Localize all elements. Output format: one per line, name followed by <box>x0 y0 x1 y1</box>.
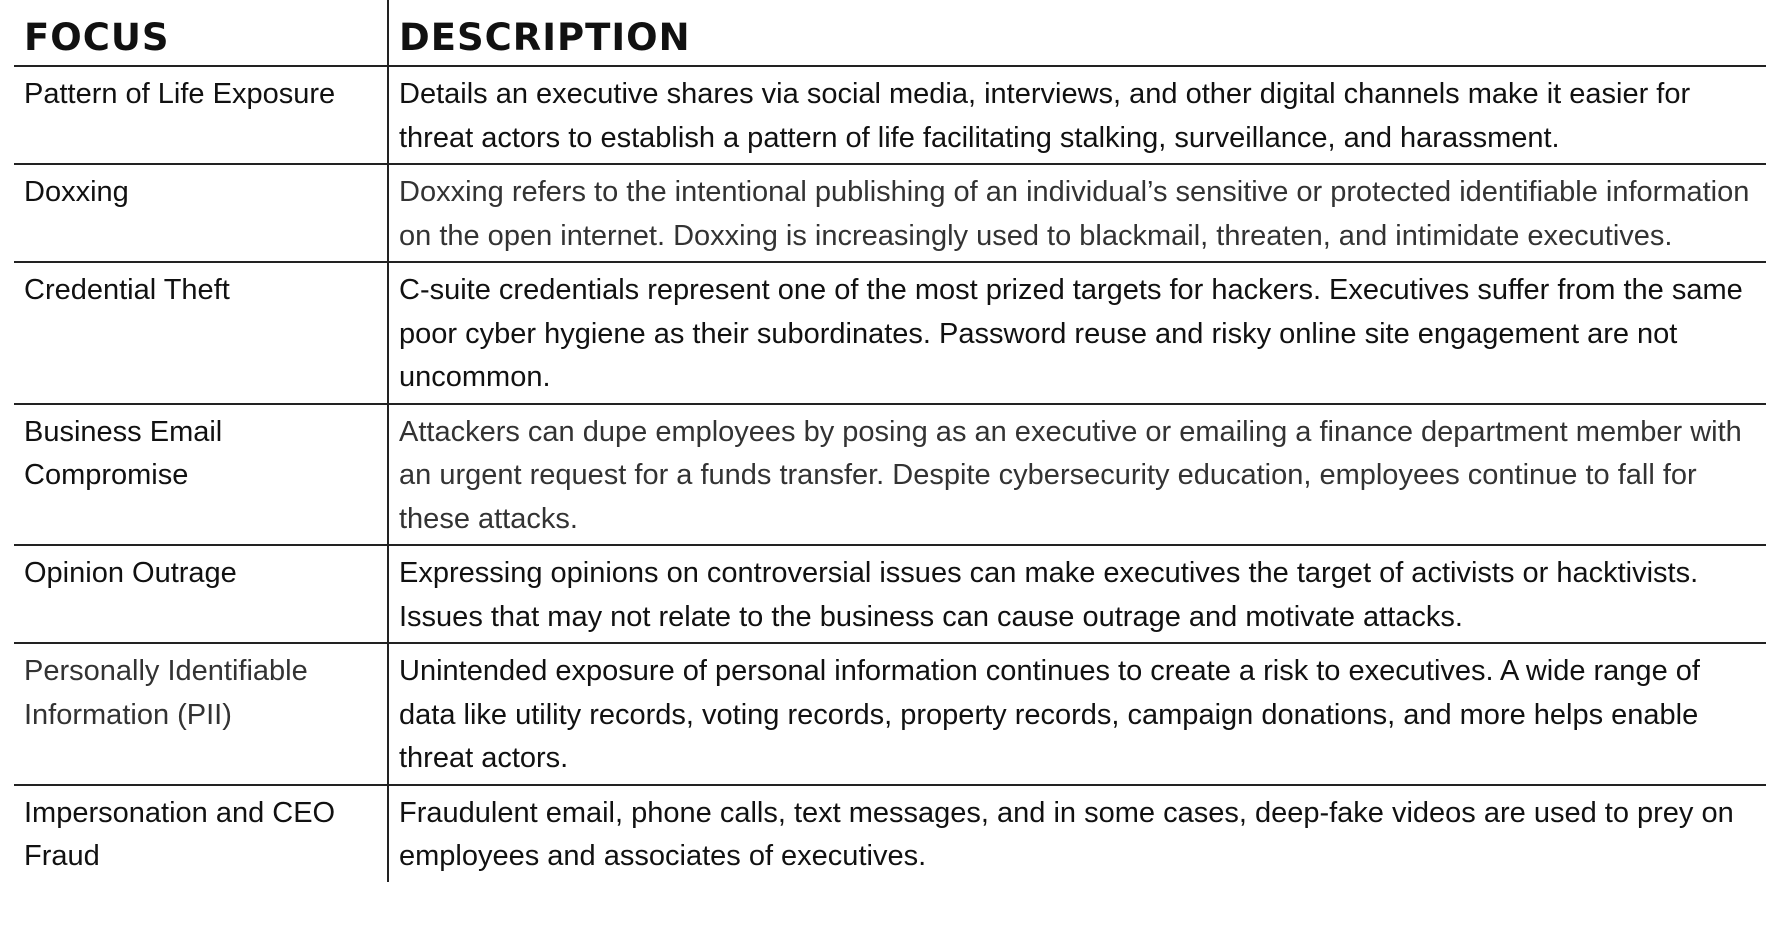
focus-cell: Business Email Compromise <box>14 404 388 546</box>
description-cell: Doxxing refers to the intentional publishing of an individual’s sensitive or protected identifiable information on the open internet. Doxxing is increasingly used to blackmail, threaten, and intimidate executives. <box>388 164 1766 262</box>
description-cell: Expressing opinions on controversial issues can make executives the target of activists or hacktivists. Issues that may not relate to the business can cause outrage and motivate attacks. <box>388 545 1766 643</box>
focus-cell: Personally Identifiable Information (PII) <box>14 643 388 785</box>
focus-cell: Credential Theft <box>14 262 388 404</box>
focus-cell: Doxxing <box>14 164 388 262</box>
focus-cell: Pattern of Life Exposure <box>14 66 388 164</box>
table-row <box>14 404 1766 546</box>
table-row <box>14 545 1766 643</box>
table-body <box>14 66 1766 882</box>
threat-focus-table-container <box>14 0 1766 882</box>
table-row <box>14 164 1766 262</box>
description-cell: Unintended exposure of personal information continues to create a risk to executives. A wide range of data like utility records, voting records, property records, campaign donations, and more helps enable threat actors. <box>388 643 1766 785</box>
header-row <box>14 0 1766 66</box>
description-cell: Details an executive shares via social media, interviews, and other digital channels make it easier for threat actors to establish a pattern of life facilitating stalking, surveillance, and harassment. <box>388 66 1766 164</box>
table-row <box>14 643 1766 785</box>
table-header <box>14 0 1766 66</box>
focus-column-header: FOCUS <box>14 0 388 66</box>
description-column-header: DESCRIPTION <box>388 0 1766 66</box>
table-row <box>14 262 1766 404</box>
focus-cell: Opinion Outrage <box>14 545 388 643</box>
threat-focus-table <box>14 0 1766 882</box>
table-row <box>14 785 1766 882</box>
description-cell: Attackers can dupe employees by posing as an executive or emailing a finance department member with an urgent request for a funds transfer. Despite cybersecurity education, employees continue to fall for these attacks. <box>388 404 1766 546</box>
focus-cell: Impersonation and CEO Fraud <box>14 785 388 882</box>
table-row <box>14 66 1766 164</box>
description-cell: Fraudulent email, phone calls, text messages, and in some cases, deep-fake videos are used to prey on employees and associates of executives. <box>399 796 1734 872</box>
description-cell: C-suite credentials represent one of the most prized targets for hackers. Executives suffer from the same poor cyber hygiene as their subordinates. Password reuse and risky online site engagement are not uncommon. <box>388 262 1766 404</box>
